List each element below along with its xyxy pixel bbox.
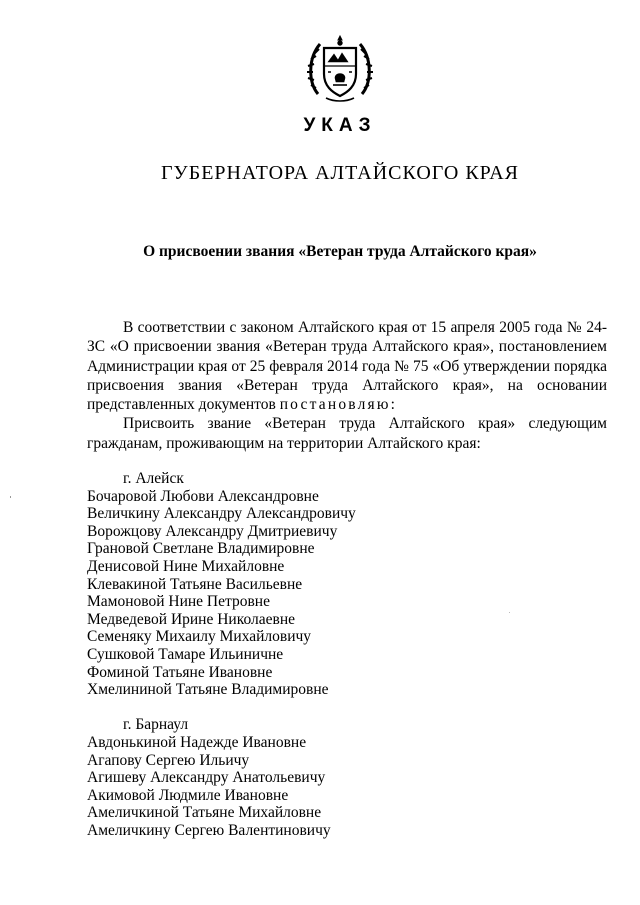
person-name: Агапову Сергею Ильичу (87, 751, 250, 769)
person-name: Акимовой Людмиле Ивановне (87, 786, 289, 804)
decree-subject: О присвоении звания «Ветеран труда Алтайского края» (143, 243, 537, 260)
scan-speck (10, 496, 11, 498)
issuer-heading: ГУБЕРНАТОРА АЛТАЙСКОГО КРАЯ (160, 162, 519, 184)
person-name: Амеличкиной Татьяне Михайловне (87, 804, 322, 822)
city-heading: г. Алейск (123, 470, 184, 487)
person-name: Бочаровой Любови Александровне (87, 487, 319, 505)
preamble-text: В соответствии с законом Алтайского края от 15 апреля 2005 года № 24-ЗС «О присвоении звания «Ветеран труда Алтайского края», постановлением Администрации края от 25 февраля 2014 года № 75 «Об утверждении порядка присвоения звания «Ветеран труда Алтайского края», на основании представленных документов (87, 319, 607, 414)
scan-speck (509, 612, 510, 613)
resolution-word: постановляю: (279, 396, 398, 414)
person-name: Денисовой Нине Михайловне (87, 557, 285, 575)
person-name: Фоминой Татьяне Ивановне (87, 663, 273, 681)
city-group (87, 470, 587, 699)
person-name: Мамоновой Нине Петровне (87, 593, 270, 611)
recipients-list (87, 470, 587, 839)
group-spacer (87, 699, 587, 717)
person-name: Семеняку Михаилу Михайловичу (87, 628, 312, 646)
person-name: Амеличкину Сергею Валентиновичу (87, 821, 331, 839)
person-name: Авдонькиной Надежде Ивановне (87, 733, 307, 751)
city-group (87, 716, 587, 839)
decree-title: УКАЗ (303, 115, 377, 136)
person-name: Агишеву Александру Анатольевичу (87, 769, 326, 787)
person-name: Грановой Светлане Владимировне (87, 540, 315, 558)
person-name: Ворожцову Александру Дмитриевичу (87, 522, 338, 540)
person-name: Хмелининой Татьяне Владимировне (87, 681, 329, 699)
person-name: Величкину Александру Александровичу (87, 505, 356, 523)
person-name: Сушковой Тамаре Ильиничне (87, 645, 284, 663)
operative-paragraph: Присвоить звание «Ветеран труда Алтайского края» следующим гражданам, проживающим на территории Алтайского края: (87, 415, 607, 452)
city-heading: г. Барнаул (123, 716, 189, 734)
decree-body (87, 318, 607, 453)
person-name: Медведевой Ирине Николаевне (87, 610, 295, 628)
preamble-paragraph (87, 318, 607, 414)
coat-of-arms-emblem (304, 32, 376, 104)
person-name: Клевакиной Татьяне Васильевне (87, 575, 303, 593)
